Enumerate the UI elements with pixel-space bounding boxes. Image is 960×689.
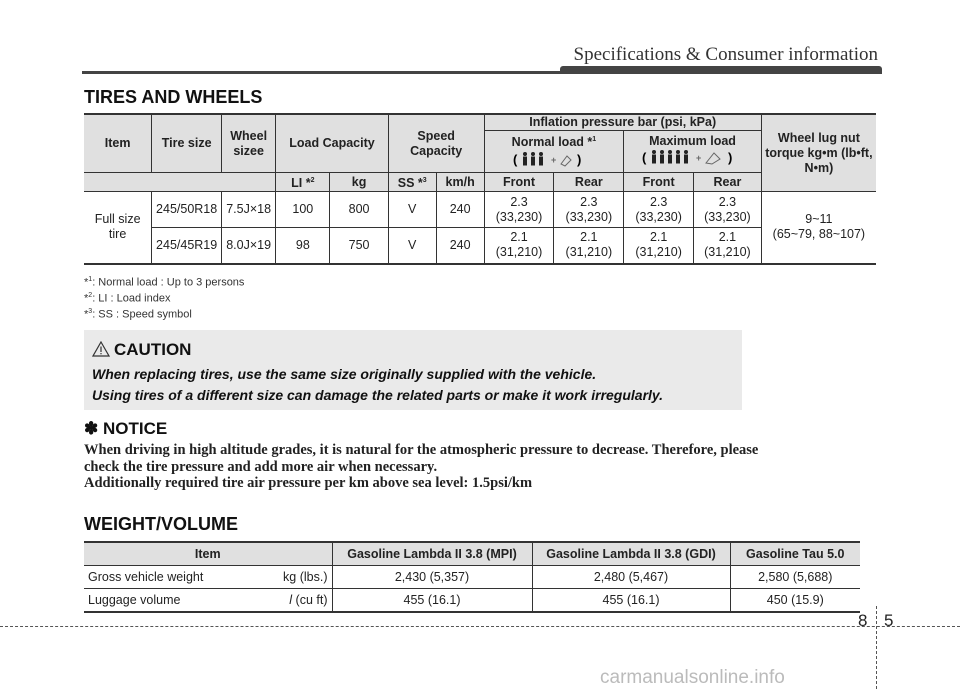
th-item: Item	[84, 114, 152, 173]
footnote-2: *$^2$: LI : Load index	[84, 292, 171, 305]
table-row	[84, 566, 860, 589]
cell-max-front: 2.1 (31,210)	[624, 228, 694, 264]
cell-kmh: 240	[436, 228, 484, 264]
th-inflation-pressure: Inflation pressure bar (psi, kPa)	[484, 114, 761, 131]
tires-table	[84, 113, 876, 265]
cell-normal-front: 2.1 (31,210)	[484, 228, 554, 264]
svg-text:+: +	[550, 154, 557, 165]
th-maximum-load	[624, 131, 762, 173]
svg-text:(: (	[641, 150, 646, 165]
wv-cell: 2,430 (5,357)	[332, 566, 532, 589]
row-group-label: Full size tire	[84, 192, 152, 264]
th-normal-rear: Rear	[554, 173, 624, 192]
wv-cell: 2,480 (5,467)	[532, 566, 730, 589]
page-number-page: 5	[884, 611, 894, 630]
th-normal-load: Normal load *$^1$ ( + )	[484, 131, 624, 173]
cell-max-rear: 2.1 (31,210)	[694, 228, 762, 264]
wv-cell: 450 (15.9)	[730, 589, 860, 613]
footer-dashed-rule	[0, 626, 960, 627]
caution-title: CAUTION	[114, 340, 192, 359]
cell-kmh: 240	[436, 192, 484, 228]
footnote-3: *$^3$: SS : Speed symbol	[84, 308, 192, 321]
wv-cell: 2,580 (5,688)	[730, 566, 860, 589]
cell-wheel-size: 8.0J×19	[222, 228, 276, 264]
cell-tire-size: 245/45R19	[152, 228, 222, 264]
th-max-front: Front	[624, 173, 694, 192]
normal-load-label: Normal load *	[511, 135, 593, 150]
cell-tire-size: 245/50R18	[152, 192, 222, 228]
wv-cell: 455 (16.1)	[532, 589, 730, 613]
wv-cell: 455 (16.1)	[332, 589, 532, 613]
cell-ss: V	[388, 192, 436, 228]
svg-text:+: +	[695, 153, 701, 163]
cell-kg: 800	[330, 192, 388, 228]
svg-text:): )	[576, 151, 582, 167]
cell-normal-rear: 2.3 (33,230)	[554, 192, 624, 228]
notice-body: When driving in high altitude grades, it is natural for the atmospheric pressure to decrease. Therefore, please check the tire pressure and add more air when necessary. Additionally required tire air pressure per km above sea level: 1.5psi/km	[84, 442, 759, 491]
cell-wheel-size: 7.5J×18	[222, 192, 276, 228]
footer-dashed-divider	[876, 606, 877, 689]
caution-body: When replacing tires, use the same size originally supplied with the vehicle. Using tires of a different size can damage the related parts or make it work irregularly.	[92, 366, 664, 403]
page-header-title: Specifications & Consumer information	[573, 44, 878, 65]
th-wheel-lug-nut: Wheel lug nut torque kg•m (lb•ft, N•m)	[761, 114, 876, 192]
th-normal-front: Front	[484, 173, 554, 192]
table-row	[84, 228, 876, 264]
cell-max-front: 2.3 (33,230)	[624, 192, 694, 228]
tires-section-title: TIRES AND WHEELS	[84, 87, 263, 107]
th-speed-capacity: Speed Capacity	[388, 114, 484, 173]
table-row	[84, 192, 876, 228]
cell-normal-rear: 2.1 (31,210)	[554, 228, 624, 264]
footnote-1: *$^1$: Normal load : Up to 3 persons	[84, 276, 245, 289]
th-li: LI *$^2$	[276, 173, 330, 192]
cell-li: 98	[276, 228, 330, 264]
header-rule	[82, 71, 882, 74]
cell-lug-torque: 9~11 (65~79, 88~107)	[761, 192, 876, 264]
wv-th-tau: Gasoline Tau 5.0	[730, 542, 860, 566]
weight-volume-table	[84, 541, 860, 613]
svg-text:): )	[727, 150, 732, 165]
th-kmh: km/h	[436, 173, 484, 192]
maximum-load-label: Maximum load	[649, 134, 736, 148]
maximum-load-persons-icon	[638, 150, 748, 168]
cell-li: 100	[276, 192, 330, 228]
th-load-capacity: Load Capacity	[276, 114, 389, 173]
wv-th-mpi: Gasoline Lambda II 3.8 (MPI)	[332, 542, 532, 566]
wv-th-item: Item	[84, 542, 332, 566]
th-wheel-size: Wheel sizee	[222, 114, 276, 173]
wv-th-gdi: Gasoline Lambda II 3.8 (GDI)	[532, 542, 730, 566]
th-max-rear: Rear	[694, 173, 762, 192]
wv-row-label: Gross vehicle weight kg (lbs.)	[84, 566, 332, 589]
table-row	[84, 589, 860, 613]
th-kg: kg	[330, 173, 388, 192]
cell-max-rear: 2.3 (33,230)	[694, 192, 762, 228]
notice-title: ✽ NOTICE	[84, 419, 168, 438]
caution-box	[84, 330, 742, 410]
warning-triangle-icon	[92, 341, 110, 357]
wv-row-label: Luggage volume l (cu ft)	[84, 589, 332, 613]
cell-kg: 750	[330, 228, 388, 264]
cell-normal-front: 2.3 (33,230)	[484, 192, 554, 228]
th-ss: SS *$^3$	[388, 173, 436, 192]
th-blank	[84, 173, 276, 192]
svg-text:(: (	[512, 151, 518, 167]
weight-section-title: WEIGHT/VOLUME	[84, 514, 238, 534]
cell-ss: V	[388, 228, 436, 264]
th-tire-size: Tire size	[152, 114, 222, 173]
page-number-chapter: 8	[858, 611, 868, 630]
watermark-text: carmanualsonline.info	[600, 667, 785, 688]
